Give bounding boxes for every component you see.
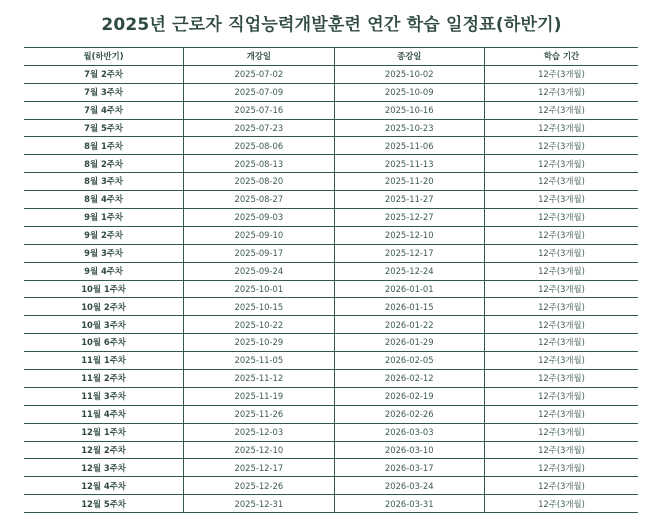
- table-row: [24, 441, 638, 459]
- start-date-cell: 2025-12-17: [184, 459, 334, 477]
- end-date-cell: 2025-11-06: [334, 137, 484, 155]
- study-period-cell: 12주(3개월): [484, 173, 638, 191]
- start-date-cell: 2025-11-12: [184, 370, 334, 388]
- end-date-cell: 2026-03-03: [334, 423, 484, 441]
- end-date-cell: 2025-10-02: [334, 65, 484, 83]
- table-row: [24, 334, 638, 352]
- start-date-cell: 2025-09-03: [184, 209, 334, 227]
- end-date-cell: 2026-03-31: [334, 495, 484, 513]
- end-date-cell: 2025-11-20: [334, 173, 484, 191]
- start-date-cell: 2025-11-19: [184, 387, 334, 405]
- week-cell: 10월 2주차: [24, 298, 184, 316]
- end-date-cell: 2026-01-22: [334, 316, 484, 334]
- start-date-cell: 2025-07-23: [184, 119, 334, 137]
- table-row: [24, 244, 638, 262]
- end-date-cell: 2025-10-23: [334, 119, 484, 137]
- start-date-cell: 2025-08-20: [184, 173, 334, 191]
- week-cell: 8월 2주차: [24, 155, 184, 173]
- table-row: [24, 155, 638, 173]
- end-date-cell: 2026-02-05: [334, 352, 484, 370]
- study-period-cell: 12주(3개월): [484, 65, 638, 83]
- start-date-cell: 2025-09-24: [184, 262, 334, 280]
- table-row: [24, 65, 638, 83]
- start-date-cell: 2025-10-22: [184, 316, 334, 334]
- end-date-cell: 2025-10-09: [334, 83, 484, 101]
- table-row: [24, 209, 638, 227]
- week-cell: 12월 4주차: [24, 477, 184, 495]
- header-start-date: 개강일: [184, 48, 334, 66]
- start-date-cell: 2025-12-31: [184, 495, 334, 513]
- table-row: [24, 191, 638, 209]
- table-row: [24, 298, 638, 316]
- end-date-cell: 2025-12-24: [334, 262, 484, 280]
- start-date-cell: 2025-07-16: [184, 101, 334, 119]
- end-date-cell: 2026-01-15: [334, 298, 484, 316]
- page-title: 2025년 근로자 직업능력개발훈련 연간 학습 일정표(하반기): [101, 15, 562, 35]
- week-cell: 8월 1주차: [24, 137, 184, 155]
- table-row: [24, 352, 638, 370]
- start-date-cell: 2025-07-09: [184, 83, 334, 101]
- study-period-cell: 12주(3개월): [484, 137, 638, 155]
- table-row: [24, 101, 638, 119]
- start-date-cell: 2025-10-01: [184, 280, 334, 298]
- table-row: [24, 477, 638, 495]
- study-period-cell: 12주(3개월): [484, 477, 638, 495]
- study-period-cell: 12주(3개월): [484, 495, 638, 513]
- header-end-date: 종강일: [334, 48, 484, 66]
- table-row: [24, 173, 638, 191]
- start-date-cell: 2025-12-26: [184, 477, 334, 495]
- week-cell: 7월 2주차: [24, 65, 184, 83]
- schedule-table-container: [24, 47, 638, 513]
- table-row: [24, 387, 638, 405]
- study-period-cell: 12주(3개월): [484, 441, 638, 459]
- schedule-table: [24, 47, 638, 513]
- start-date-cell: 2025-08-13: [184, 155, 334, 173]
- table-header-row: [24, 48, 638, 66]
- study-period-cell: 12주(3개월): [484, 334, 638, 352]
- week-cell: 11월 1주차: [24, 352, 184, 370]
- end-date-cell: 2025-12-17: [334, 244, 484, 262]
- table-row: [24, 423, 638, 441]
- study-period-cell: 12주(3개월): [484, 226, 638, 244]
- end-date-cell: 2026-03-24: [334, 477, 484, 495]
- table-row: [24, 405, 638, 423]
- table-row: [24, 119, 638, 137]
- table-row: [24, 262, 638, 280]
- start-date-cell: 2025-08-27: [184, 191, 334, 209]
- study-period-cell: 12주(3개월): [484, 244, 638, 262]
- end-date-cell: 2025-11-13: [334, 155, 484, 173]
- header-study-period: 학습 기간: [484, 48, 638, 66]
- study-period-cell: 12주(3개월): [484, 352, 638, 370]
- week-cell: 10월 3주차: [24, 316, 184, 334]
- header-month-week: 월(하반기): [24, 48, 184, 66]
- start-date-cell: 2025-08-06: [184, 137, 334, 155]
- table-row: [24, 226, 638, 244]
- week-cell: 11월 4주차: [24, 405, 184, 423]
- week-cell: 9월 3주차: [24, 244, 184, 262]
- study-period-cell: 12주(3개월): [484, 405, 638, 423]
- table-row: [24, 495, 638, 513]
- study-period-cell: 12주(3개월): [484, 155, 638, 173]
- start-date-cell: 2025-09-10: [184, 226, 334, 244]
- start-date-cell: 2025-07-02: [184, 65, 334, 83]
- study-period-cell: 12주(3개월): [484, 298, 638, 316]
- table-row: [24, 83, 638, 101]
- study-period-cell: 12주(3개월): [484, 423, 638, 441]
- end-date-cell: 2026-01-29: [334, 334, 484, 352]
- table-row: [24, 137, 638, 155]
- end-date-cell: 2026-02-12: [334, 370, 484, 388]
- study-period-cell: 12주(3개월): [484, 387, 638, 405]
- study-period-cell: 12주(3개월): [484, 262, 638, 280]
- week-cell: 12월 1주차: [24, 423, 184, 441]
- week-cell: 12월 5주차: [24, 495, 184, 513]
- table-row: [24, 459, 638, 477]
- table-row: [24, 316, 638, 334]
- start-date-cell: 2025-11-05: [184, 352, 334, 370]
- week-cell: 12월 2주차: [24, 441, 184, 459]
- week-cell: 10월 6주차: [24, 334, 184, 352]
- week-cell: 7월 5주차: [24, 119, 184, 137]
- week-cell: 11월 2주차: [24, 370, 184, 388]
- study-period-cell: 12주(3개월): [484, 83, 638, 101]
- end-date-cell: 2025-12-10: [334, 226, 484, 244]
- study-period-cell: 12주(3개월): [484, 101, 638, 119]
- start-date-cell: 2025-09-17: [184, 244, 334, 262]
- start-date-cell: 2025-10-15: [184, 298, 334, 316]
- week-cell: 12월 3주차: [24, 459, 184, 477]
- end-date-cell: 2025-10-16: [334, 101, 484, 119]
- start-date-cell: 2025-11-26: [184, 405, 334, 423]
- table-row: [24, 370, 638, 388]
- study-period-cell: 12주(3개월): [484, 370, 638, 388]
- end-date-cell: 2025-11-27: [334, 191, 484, 209]
- end-date-cell: 2026-03-17: [334, 459, 484, 477]
- study-period-cell: 12주(3개월): [484, 459, 638, 477]
- week-cell: 7월 3주차: [24, 83, 184, 101]
- study-period-cell: 12주(3개월): [484, 316, 638, 334]
- study-period-cell: 12주(3개월): [484, 191, 638, 209]
- week-cell: 8월 3주차: [24, 173, 184, 191]
- start-date-cell: 2025-12-03: [184, 423, 334, 441]
- start-date-cell: 2025-10-29: [184, 334, 334, 352]
- week-cell: 9월 2주차: [24, 226, 184, 244]
- table-row: [24, 280, 638, 298]
- end-date-cell: 2026-03-10: [334, 441, 484, 459]
- study-period-cell: 12주(3개월): [484, 209, 638, 227]
- end-date-cell: 2025-12-27: [334, 209, 484, 227]
- week-cell: 7월 4주차: [24, 101, 184, 119]
- end-date-cell: 2026-02-26: [334, 405, 484, 423]
- study-period-cell: 12주(3개월): [484, 119, 638, 137]
- end-date-cell: 2026-01-01: [334, 280, 484, 298]
- week-cell: 11월 3주차: [24, 387, 184, 405]
- end-date-cell: 2026-02-19: [334, 387, 484, 405]
- table-body: [24, 65, 638, 512]
- week-cell: 10월 1주차: [24, 280, 184, 298]
- week-cell: 9월 1주차: [24, 209, 184, 227]
- week-cell: 8월 4주차: [24, 191, 184, 209]
- start-date-cell: 2025-12-10: [184, 441, 334, 459]
- study-period-cell: 12주(3개월): [484, 280, 638, 298]
- week-cell: 9월 4주차: [24, 262, 184, 280]
